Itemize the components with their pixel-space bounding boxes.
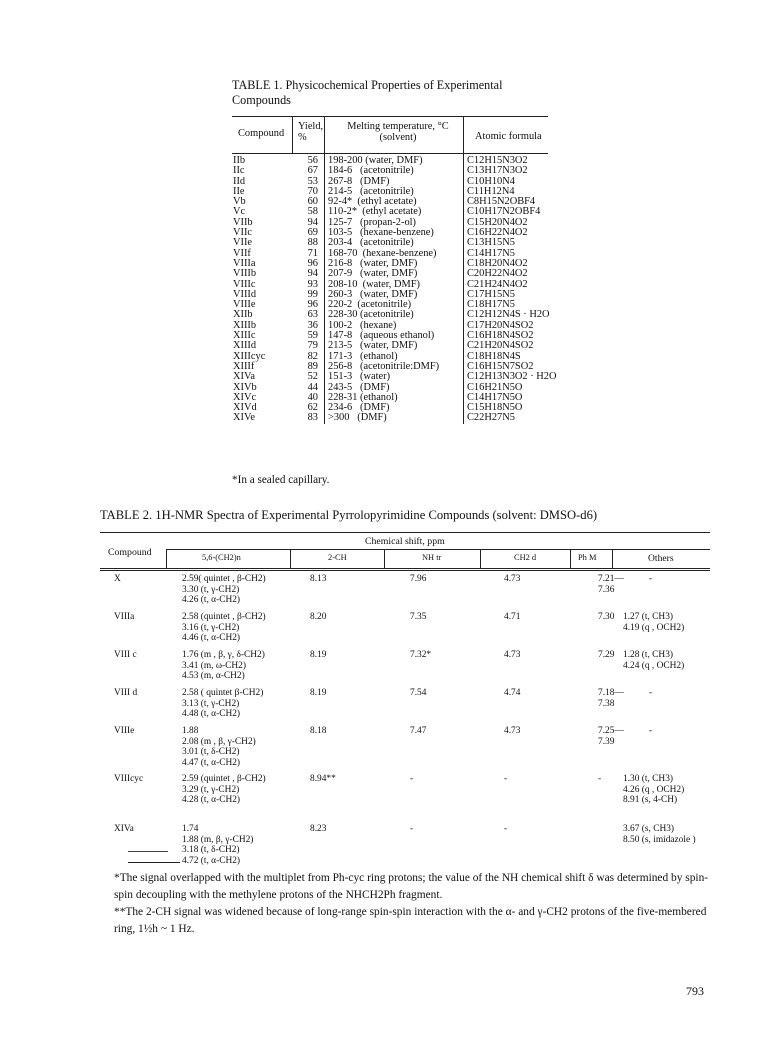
- table1-cell-compound: VIIIc: [233, 278, 256, 290]
- table1-cell-formula: C21H20N4SO2: [467, 340, 534, 352]
- table1-header-divider: [292, 117, 293, 153]
- table2-cell-ch2: -: [504, 774, 508, 784]
- table1-cell-melting: 151-3 (water): [328, 371, 391, 383]
- table1-cell-melting: 216-8 (water, DMF): [328, 257, 418, 269]
- table2-cell-ph-line: 7.21—: [598, 574, 624, 584]
- table2-cell-others: [623, 774, 684, 806]
- table1-cell-yield: 83: [307, 412, 318, 424]
- table1-cell-yield: 53: [307, 175, 318, 187]
- table1-cell-compound: VIIf: [233, 247, 251, 259]
- table2-header-ch2: CH2 d: [514, 553, 537, 562]
- table1-footnote: *In a sealed capillary.: [232, 474, 330, 486]
- table1-cell-melting: 184-6 (acetonitrile): [328, 165, 414, 177]
- table2-cell-ph-line: 7.29: [598, 650, 615, 660]
- table2-cell-compound: X: [114, 574, 121, 584]
- table2-cell-c56: [182, 688, 263, 720]
- table1-cell-yield: 71: [307, 247, 318, 259]
- table1-row: [232, 413, 548, 423]
- table1-cell-formula: C16H21N5O: [467, 381, 523, 393]
- table1-cell-melting: 92-4* (ethyl acetate): [328, 196, 417, 208]
- table2-header-divider: [480, 549, 481, 568]
- table2-cell-c56-line: 3.18 (t, δ-CH2): [182, 845, 240, 856]
- table1-title: TABLE 1. Physicochemical Properties of Experimental Compounds: [232, 78, 503, 107]
- table2-cell-compound: VIII c: [114, 650, 137, 660]
- table1-row: [232, 371, 557, 383]
- table2-header-divider: [166, 549, 167, 568]
- table1-header: [232, 116, 548, 154]
- table2-header-rule: [100, 570, 710, 571]
- table2-cell-c56: [182, 726, 256, 768]
- table2-cell-nh: 7.32*: [410, 650, 432, 660]
- table2-cell-ch2: 4.73: [504, 650, 521, 660]
- table2-cell-compound: XIVa: [114, 824, 134, 834]
- table2-cell-c56: [182, 774, 266, 806]
- table2-cell-c56-line: 3.41 (m, ω-CH2): [182, 660, 246, 671]
- table1-cell-yield: 56: [307, 155, 318, 166]
- table2-cell-c56-line: 2.58 (quintet , β-CH2): [182, 612, 266, 622]
- table2-cell-nh: 7.54: [410, 688, 427, 698]
- table2-cell-compound: VIII d: [114, 688, 138, 698]
- table2-header-divider: [290, 549, 291, 568]
- table1-cell-yield: 88: [307, 237, 318, 249]
- table1-cell-melting: 220-2 (acetonitrile): [328, 299, 412, 311]
- table1-cell-formula: C10H17N2OBF4: [467, 206, 541, 218]
- table2-cell-others: [623, 688, 652, 699]
- table1-cell-compound: VIIId: [233, 288, 257, 300]
- table1-cell-formula: C12H15N3O2: [467, 155, 528, 166]
- table1-cell-melting: 243-5 (DMF): [328, 381, 390, 393]
- table2-cell-ch2: 4.73: [504, 574, 521, 584]
- table2-cell-others: [623, 824, 696, 845]
- table2-cell-others-line: 4.19 (q , OCH2): [623, 622, 685, 633]
- table1-cell-melting: 228-30 (acetonitrile): [328, 309, 414, 321]
- table1-header-compound: Compound: [238, 128, 285, 139]
- table1-cell-melting: 203-4 (acetonitrile): [328, 237, 414, 249]
- table1-cell-melting: 171-3 (ethanol): [328, 350, 398, 362]
- table2-cell-ph: [598, 774, 601, 785]
- table2-cell-ph-line: 7.36: [598, 584, 615, 595]
- table2-cell-c56-line: 3.01 (t, δ-CH2): [182, 747, 240, 758]
- table2-cell-c56: [182, 650, 265, 682]
- table2-cell-ph-line: -: [598, 774, 602, 784]
- table2-cell-c56-line: 2.08 (m , β, γ-CH2): [182, 736, 256, 747]
- table1-cell-formula: C15H20N4O2: [467, 216, 528, 228]
- table2-footnote-1: *The signal overlapped with the multiplet from Ph-cyc ring protons; the value of the NH chemical shift δ was determined by spin-spin decoupling with the methylene protons of the NHCH2Ph fragment.: [114, 872, 709, 901]
- table1-cell-compound: IId: [233, 175, 246, 187]
- table1-cell-compound: IIe: [233, 185, 245, 197]
- table2-top-rule: [100, 532, 710, 533]
- table2-cell-2ch: 8.94**: [310, 774, 336, 784]
- table1-cell-melting: 207-9 (water, DMF): [328, 268, 418, 280]
- table2-cell-c56-line: 3.29 (t, γ-CH2): [182, 784, 240, 795]
- table1-cell-compound: Vc: [233, 206, 246, 218]
- table2-cell-c56-line: 2.58 ( quintet β-CH2): [182, 688, 264, 698]
- table2-header-divider: [384, 549, 385, 568]
- table1-cell-formula: C16H22N4O2: [467, 227, 528, 239]
- table1-cell-yield: 96: [307, 299, 318, 311]
- table2-cell-nh: -: [410, 824, 414, 834]
- table1-cell-melting: 168-70 (hexane-benzene): [328, 247, 437, 259]
- table1-cell-compound: XIIIc: [233, 330, 256, 342]
- table1-cell-formula: C17H20N4SO2: [467, 319, 534, 331]
- table1-header-divider: [463, 117, 464, 153]
- table1-cell-compound: IIb: [233, 155, 246, 166]
- table2-cell-nh: 7.96: [410, 574, 427, 584]
- table2-cell-ph: [598, 650, 614, 661]
- table2-cell-ph-line: 7.39: [598, 736, 615, 747]
- table1-cell-melting: 208-10 (water, DMF): [328, 278, 420, 290]
- table1-cell-formula: C14H17N5: [467, 247, 515, 259]
- table2-cell-others: [623, 574, 652, 585]
- table1-cell-compound: XIVe: [233, 412, 255, 424]
- table2-header-compound: Compound: [108, 547, 152, 558]
- table2-cell-2ch: 8.19: [310, 650, 327, 660]
- table2-header-ph: Ph M: [578, 553, 597, 562]
- table1-cell-melting: 228-31 (ethanol): [328, 391, 398, 403]
- table2-cell-c56-line: 1.76 (m , β, γ, δ-CH2): [182, 650, 265, 660]
- table2-cell-ph-line: 7.18—: [598, 688, 624, 698]
- table2-footnote-2: **The 2-CH signal was widened because of long-range spin-spin interaction with the α- and γ-CH2 protons of the five-membered ring, 1½h ~ 1 Hz.: [114, 906, 707, 935]
- table1-cell-yield: 89: [307, 360, 318, 372]
- table1-cell-compound: XIVb: [233, 381, 257, 393]
- table1-cell-yield: 93: [307, 278, 318, 290]
- table1-cell-yield: 59: [307, 330, 318, 342]
- table2-bottom-rule: [128, 851, 168, 852]
- table1-cell-melting: >300 (DMF): [328, 412, 387, 424]
- table2-cell-ph: [598, 688, 624, 709]
- table2-cell-nh: 7.47: [410, 726, 427, 736]
- table1-cell-compound: VIIc: [233, 227, 253, 239]
- table1-cell-compound: Vb: [233, 196, 246, 208]
- table2-cell-others-line: 1.30 (t, CH3): [623, 774, 673, 784]
- table2-header-nh: NH tr: [422, 553, 442, 562]
- table1-cell-melting: 110-2* (ethyl acetate): [328, 206, 422, 218]
- table1-cell-melting: 256-8 (acetonitrile:DMF): [328, 360, 440, 372]
- table1-cell-yield: 94: [307, 268, 318, 280]
- table1-cell-formula: C16H18N4SO2: [467, 330, 534, 342]
- table2-header-divider: [612, 549, 613, 568]
- table2-header-2ch: 2-CH: [328, 553, 347, 562]
- table2-cell-2ch: 8.19: [310, 688, 327, 698]
- table1-cell-formula: C22H27N5: [467, 412, 515, 424]
- table2-cell-others-line: 8.50 (s, imidazole ): [623, 834, 696, 845]
- table1-cell-melting: 260-3 (water, DMF): [328, 288, 418, 300]
- table1-cell-compound: VIIIa: [233, 257, 256, 269]
- table1-cell-compound: VIIIb: [233, 268, 257, 280]
- table1-cell-compound: VIIIe: [233, 299, 256, 311]
- table1-cell-formula: C15H18N5O: [467, 402, 523, 414]
- table1-cell-compound: XIIIcyc: [233, 350, 266, 362]
- table2-cell-compound: VIIIcyc: [114, 774, 144, 784]
- table1-cell-yield: 70: [307, 185, 318, 197]
- table2-cell-c56: [182, 612, 266, 644]
- table1-cell-compound: VIIb: [233, 216, 253, 228]
- table2-cell-nh: -: [410, 774, 414, 784]
- table1-cell-formula: C21H24N4O2: [467, 278, 528, 290]
- table2-cell-others: [623, 726, 652, 737]
- table2-cell-c56-line: 4.53 (m, α-CH2): [182, 671, 245, 682]
- table2-cell-2ch: 8.23: [310, 824, 327, 834]
- table1-cell-formula: C8H15N2OBF4: [467, 196, 536, 208]
- table1-cell-compound: XIVd: [233, 402, 257, 414]
- table2-cell-c56: [182, 824, 253, 866]
- table1-cell-formula: C20H22N4O2: [467, 268, 528, 280]
- table2-cell-2ch: 8.20: [310, 612, 327, 622]
- table1-cell-yield: 60: [307, 196, 318, 208]
- table1-header-divider: [324, 117, 325, 153]
- table1-cell-yield: 79: [307, 340, 318, 352]
- table2-cell-c56-line: 4.72 (t, α-CH2): [182, 855, 241, 866]
- table2-cell-others: [623, 612, 684, 633]
- table2-cell-c56-line: 4.47 (t, α-CH2): [182, 757, 241, 768]
- table2-title: TABLE 2. 1H-NMR Spectra of Experimental Pyrrolopyrimidine Compounds (solvent: DMSO-d6): [100, 508, 598, 522]
- table1-cell-yield: 67: [307, 165, 318, 177]
- table1: [232, 116, 557, 424]
- table2-header-rule: [100, 568, 710, 569]
- table1-cell-melting: 103-5 (hexane-benzene): [328, 227, 434, 239]
- table1-cell-yield: 58: [307, 206, 318, 218]
- table2-cell-ph-line: 7.25—: [598, 726, 624, 736]
- table1-body: [232, 154, 557, 424]
- table1-cell-melting: 234-6 (DMF): [328, 402, 390, 414]
- table2-cell-others-line: 3.67 (s, CH3): [623, 824, 675, 834]
- table1-cell-compound: IIc: [233, 165, 245, 177]
- table1-cell-compound: XIIId: [233, 340, 257, 352]
- table1-cell-melting: 100-2 (hexane): [328, 319, 397, 331]
- table2-cell-others-line: 4.24 (q , OCH2): [623, 660, 685, 671]
- table1-cell-melting: 147-8 (aqueous ethanol): [328, 330, 435, 342]
- table2-cell-ph-line: 7.38: [598, 698, 615, 709]
- table2-header-chemical-shift: Chemical shift, ppm: [365, 536, 445, 547]
- table1-cell-formula: C17H15N5: [467, 288, 515, 300]
- table1-cell-yield: 69: [307, 227, 318, 239]
- table2-cell-c56-line: 3.30 (t, γ-CH2): [182, 584, 240, 595]
- table1-cell-melting: 125-7 (propan-2-ol): [328, 216, 417, 228]
- table2-cell-c56-line: 4.48 (t, α-CH2): [182, 709, 241, 720]
- table2-cell-c56-line: 2.59( quintet , β-CH2): [182, 574, 266, 584]
- table2-cell-others-line: 1.27 (t, CH3): [623, 612, 673, 622]
- table1-cell-formula: C11H12N4: [467, 185, 515, 197]
- table2-cell-c56-line: 1.74: [182, 824, 199, 834]
- table2-cell-c56-line: 3.16 (t, γ-CH2): [182, 622, 240, 633]
- table2-cell-2ch: 8.18: [310, 726, 327, 736]
- table2-cell-c56-line: 1.88: [182, 726, 199, 736]
- table1-cell-yield: 62: [307, 402, 318, 414]
- table1-cell-formula: C18H18N4S: [467, 350, 521, 362]
- table2-cell-others-line: -: [649, 574, 653, 584]
- table2-cell-2ch: 8.13: [310, 574, 327, 584]
- table1-cell-compound: VIIe: [233, 237, 253, 249]
- table2-cell-others-line: 8.91 (s, 4-CH): [623, 795, 678, 806]
- table1-cell-formula: C18H17N5: [467, 299, 515, 311]
- table2-cell-c56-line: 2.59 (quintet , β-CH2): [182, 774, 266, 784]
- table1-cell-compound: XIIIf: [233, 360, 255, 372]
- table1-header-yield: Yield, %: [298, 121, 324, 143]
- table2-cell-c56-line: 4.28 (t, α-CH2): [182, 795, 241, 806]
- table2-cell-others-line: -: [649, 688, 653, 698]
- table1-cell-compound: XIVa: [233, 371, 255, 383]
- table1-cell-yield: 99: [307, 288, 318, 300]
- table1-cell-yield: 52: [307, 371, 318, 383]
- table1-cell-compound: XIIb: [233, 309, 253, 321]
- table1-cell-melting: 267-8 (DMF): [328, 175, 390, 187]
- table2-cell-others: [623, 650, 684, 671]
- table2-cell-ch2: 4.71: [504, 612, 521, 622]
- table1-cell-formula: C13H17N3O2: [467, 165, 528, 177]
- table1-cell-formula: C10H10N4: [467, 175, 515, 187]
- table2-cell-c56-line: 1.88 (m, β, γ-CH2): [182, 834, 254, 845]
- table2-cell-others-line: -: [649, 726, 653, 736]
- table1-cell-formula: C12H13N3O2 · H2O: [467, 371, 557, 383]
- table2-cell-c56-line: 4.26 (t, α-CH2): [182, 595, 241, 606]
- table1-cell-yield: 96: [307, 257, 318, 269]
- table1-header-melting: Melting temperature, °C (solvent): [347, 121, 449, 143]
- table1-cell-melting: 213-5 (water, DMF): [328, 340, 418, 352]
- table1-cell-yield: 40: [307, 391, 318, 403]
- table2-cell-ph: [598, 612, 614, 623]
- table2-cell-ch2: 4.74: [504, 688, 521, 698]
- table2-cell-nh: 7.35: [410, 612, 427, 622]
- table1-cell-formula: C14H17N5O: [467, 391, 523, 403]
- table1-cell-yield: 63: [307, 309, 318, 321]
- table1-cell-yield: 94: [307, 216, 318, 228]
- table1-cell-yield: 82: [307, 350, 318, 362]
- table2-cell-others-line: 4.26 (q , OCH2): [623, 784, 685, 795]
- table2-header-others: Others: [648, 553, 674, 564]
- table2-subheader-rule: [166, 549, 710, 550]
- table1-cell-melting: 214-5 (acetonitrile): [328, 185, 414, 197]
- table2-cell-ph: [598, 726, 624, 747]
- table2-cell-ph: [598, 574, 624, 595]
- table2-cell-c56: [182, 574, 266, 606]
- table1-cell-formula: C12H12N4S · H2O: [467, 309, 550, 321]
- table2-cell-compound: VIIIa: [114, 612, 135, 622]
- table2-cell-c56-line: 4.46 (t, α-CH2): [182, 633, 241, 644]
- table1-cell-compound: XIIIb: [233, 319, 257, 331]
- table1-cell-formula: C13H15N5: [467, 237, 515, 249]
- page-number: 793: [686, 984, 704, 998]
- table1-cell-formula: C16H15N7SO2: [467, 360, 534, 372]
- table2-cell-c56-line: 3.13 (t, γ-CH2): [182, 698, 240, 709]
- table1-header-formula: Atomic formula: [475, 131, 542, 142]
- table1-cell-melting: 198-200 (water, DMF): [328, 155, 423, 166]
- table2-header-c56: 5,6-(CH2)n: [202, 553, 241, 562]
- table2-cell-ph-line: 7.30: [598, 612, 615, 622]
- table2-cell-ch2: -: [504, 824, 508, 834]
- table1-cell-formula: C18H20N4O2: [467, 257, 528, 269]
- table1-cell-yield: 36: [307, 319, 318, 331]
- table2-cell-compound: VIIIe: [114, 726, 135, 736]
- footnote-rule: [128, 862, 180, 863]
- table1-cell-yield: 44: [307, 381, 318, 393]
- table2-cell-ch2: 4.73: [504, 726, 521, 736]
- table2-header-divider: [570, 549, 571, 568]
- table2-cell-others-line: 1.28 (t, CH3): [623, 650, 673, 660]
- table1-cell-compound: XIVc: [233, 391, 257, 403]
